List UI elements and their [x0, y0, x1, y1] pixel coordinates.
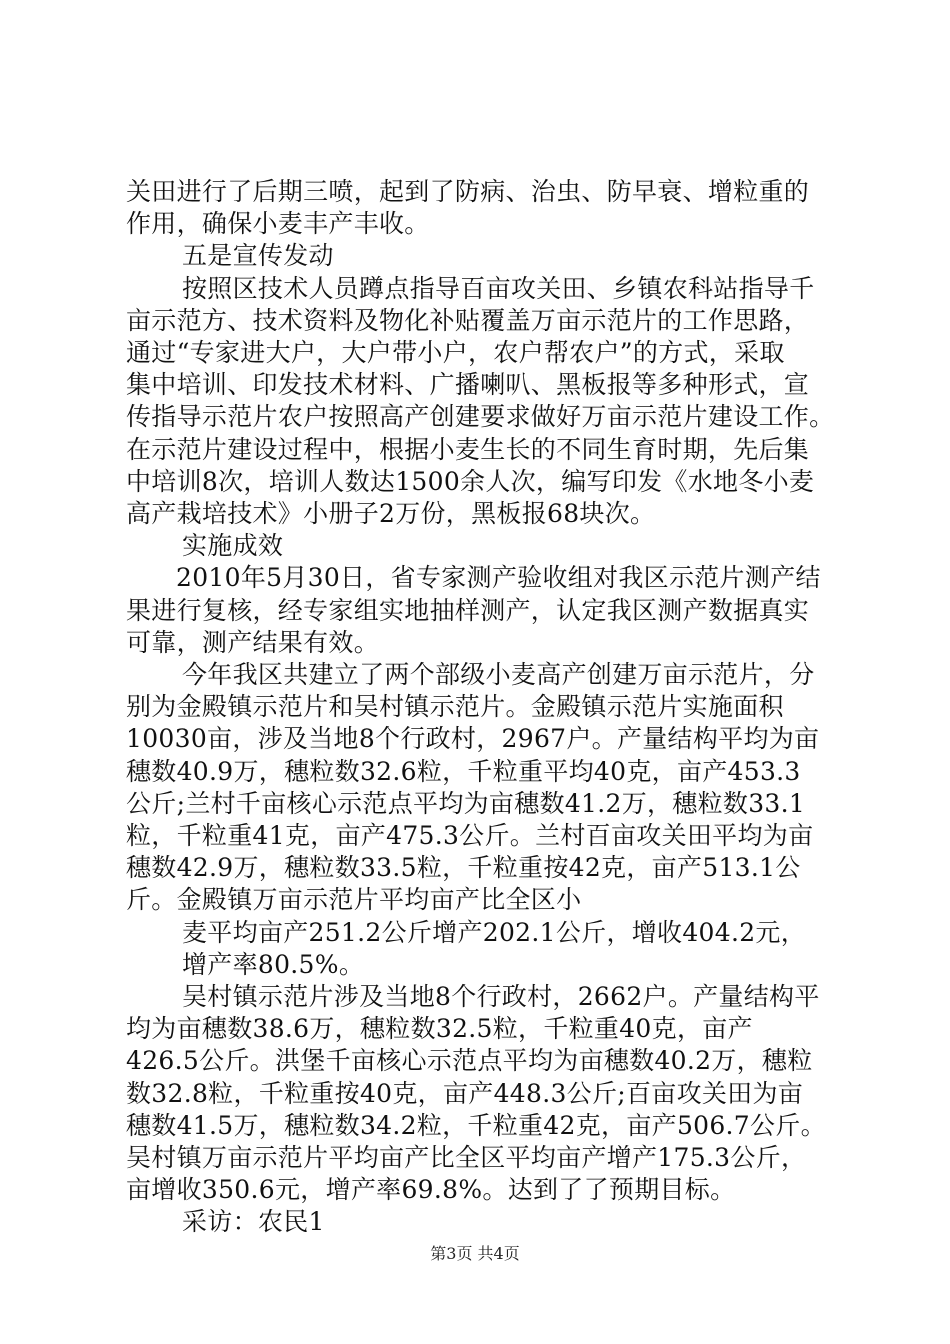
text-line: 穗数40.9万，穗粒数32.6粒，千粒重平均40克，亩产453.3	[126, 757, 801, 786]
text-line: 426.5公斤。洪堡千亩核心示范点平均为亩穗数40.2万，穗粒	[126, 1046, 813, 1075]
text-line: 10030亩，涉及当地8个行政村，2967户。产量结构平均为亩	[126, 724, 820, 753]
text-line: 穗数42.9万，穗粒数33.5粒，千粒重按42克，亩产513.1公	[126, 853, 801, 882]
text-line: 吴村镇示范片涉及当地8个行政村，2662户。产量结构平	[182, 982, 820, 1011]
text-line: 传指导示范片农户按照高产创建要求做好万亩示范片建设工作。	[126, 402, 835, 431]
page-footer: 第3页 共4页	[430, 1244, 520, 1263]
text-line: 别为金殿镇示范片和吴村镇示范片。金殿镇示范片实施面积	[126, 692, 784, 721]
text-line: 通过“专家进大户，大户带小户，农户帮农户”的方式，采取	[126, 338, 785, 367]
text-line: 2010年5月30日，省专家测产验收组对我区示范片测产结	[176, 563, 821, 592]
text-line: 集中培训、印发技术材料、广播喇叭、黑板报等多种形式，宣	[126, 370, 810, 399]
text-line: 关田进行了后期三喷，起到了防病、治虫、防早衰、增粒重的	[126, 177, 810, 206]
text-line: 吴村镇万亩示范片平均亩产比全区平均亩产增产175.3公斤，	[126, 1143, 807, 1172]
text-line: 亩增收350.6元，增产率69.8%。达到了了预期目标。	[126, 1175, 736, 1204]
text-line: 数32.8粒，千粒重按40克，亩产448.3公斤;百亩攻关田为亩	[126, 1079, 804, 1108]
text-line: 按照区技术人员蹲点指导百亩攻关田、乡镇农科站指导千	[182, 274, 815, 303]
text-line: 果进行复核，经专家组实地抽样测产，认定我区测产数据真实	[126, 596, 810, 625]
text-line: 斤。金殿镇万亩示范片平均亩产比全区小	[126, 885, 582, 914]
section-heading: 实施成效	[182, 531, 284, 560]
text-line: 均为亩穗数38.6万，穗粒数32.5粒，千粒重40克，亩产	[126, 1014, 753, 1043]
text-line: 高产栽培技术》小册子2万份，黑板报68块次。	[126, 499, 656, 528]
text-line: 增产率80.5%。	[182, 950, 365, 979]
text-line: 中培训8次，培训人数达1500余人次，编写印发《水地冬小麦	[126, 467, 815, 496]
text-line: 穗数41.5万，穗粒数34.2粒，千粒重42克，亩产506.7公斤。	[126, 1111, 826, 1140]
text-line: 可靠，测产结果有效。	[126, 628, 380, 657]
text-line: 麦平均亩产251.2公斤增产202.1公斤，增收404.2元，	[182, 918, 807, 947]
text-line: 公斤;兰村千亩核心示范点平均为亩穗数41.2万，穗粒数33.1	[126, 789, 806, 818]
text-line: 粒，千粒重41克，亩产475.3公斤。兰村百亩攻关田平均为亩	[126, 821, 814, 850]
interview-label: 采访：农民1	[182, 1207, 325, 1236]
text-line: 亩示范方、技术资料及物化补贴覆盖万亩示范片的工作思路，	[126, 306, 810, 335]
text-line: 今年我区共建立了两个部级小麦高产创建万亩示范片，分	[182, 660, 815, 689]
section-heading: 五是宣传发动	[182, 241, 334, 270]
text-line: 在示范片建设过程中，根据小麦生长的不同生育时期，先后集	[126, 435, 810, 464]
text-line: 作用，确保小麦丰产丰收。	[126, 209, 430, 238]
